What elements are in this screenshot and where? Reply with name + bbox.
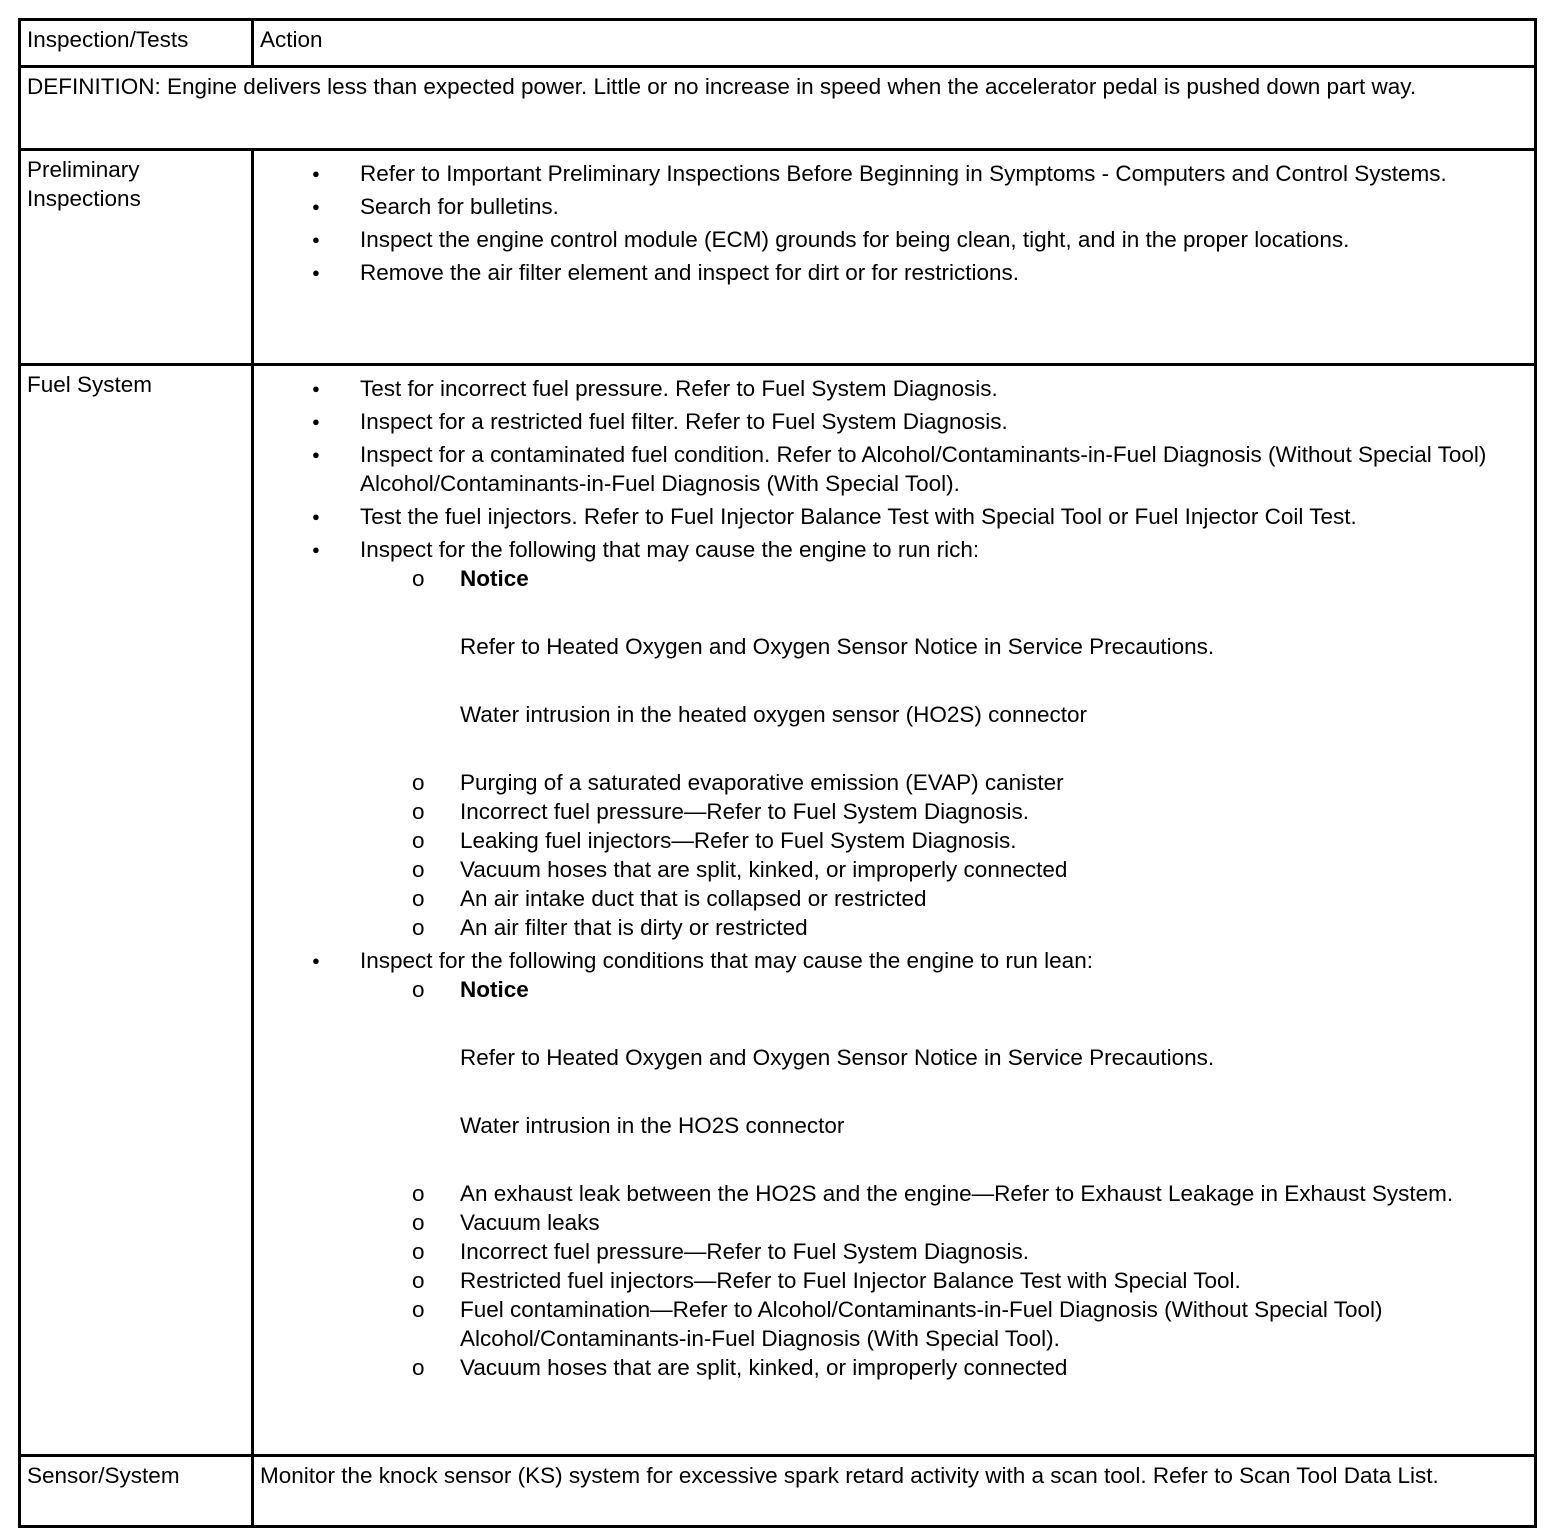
notice-item-text: Water intrusion in the heated oxygen sensor (HO2S) connector xyxy=(460,702,1087,727)
sub-list-item: o Incorrect fuel pressure—Refer to Fuel System Diagnosis. xyxy=(412,1239,1029,1264)
list-item: ● Inspect for a contaminated fuel condition. Refer to Alcohol/Contaminants-in-Fuel Diagnosis (Without Special Tool) Alcohol/Contaminants-in-Fuel Diagnosis (With Special Tool). xyxy=(312,442,1487,496)
list-item: ● Test the fuel injectors. Refer to Fuel Injector Balance Test with Special Tool or Fuel Injector Coil Test. xyxy=(312,504,1357,529)
sub-list-item: o Vacuum hoses that are split, kinked, or improperly connected xyxy=(412,1355,1068,1380)
notice-title: Notice xyxy=(460,566,529,591)
circle-bullet-icon: o xyxy=(412,886,425,911)
bullet-icon: ● xyxy=(312,232,320,247)
circle-bullet-icon: o xyxy=(412,977,425,1002)
preliminary-actions xyxy=(253,150,1536,365)
bullet-icon: ● xyxy=(312,199,320,214)
bullet-icon: ● xyxy=(312,447,320,462)
circle-bullet-icon: o xyxy=(412,1210,425,1235)
list-item-lean: ● Inspect for the following conditions that may cause the engine to run lean: o Notice Refer to Heated Oxygen and Oxygen Sensor Notice in Service Precautions. Water intrusion in the HO2S connector o An exhaust leak between the HO2S and the engine—Refer to Exhaust Leakage in Exhaust System. o Vacuum leaks o Incorrect fuel pressure—Refer to Fuel System Diagnosis. o Restricted fuel injectors—Refer to Fuel Injector Balance Test with Special Tool. o Fuel contamination—Refer to Alcohol/Contaminants-in-Fuel Diagnosis (Without Special Tool) Alcohol/Contaminants-in-Fuel Diagnosis (With Special Tool). o Vacuum hoses that are split, kinked, or improperly connected xyxy=(260,946,1528,1382)
circle-bullet-icon: o xyxy=(412,915,425,940)
bullet-icon: ● xyxy=(312,953,320,968)
sub-list-item: o Vacuum hoses that are split, kinked, or improperly connected xyxy=(412,857,1068,882)
sensor-system-text: Monitor the knock sensor (KS) system for excessive spark retard activity with a scan tool. Refer to Scan Tool Data List. xyxy=(253,1456,1536,1527)
sensor-system-label: Sensor/System xyxy=(20,1456,253,1527)
bullet-icon: ● xyxy=(312,381,320,396)
sub-list-item: o Purging of a saturated evaporative emission (EVAP) canister xyxy=(412,770,1064,795)
sub-list-item: o Incorrect fuel pressure—Refer to Fuel System Diagnosis. xyxy=(412,799,1029,824)
diagnostic-table xyxy=(18,18,1537,1528)
sub-list-item: o Leaking fuel injectors—Refer to Fuel System Diagnosis. xyxy=(412,828,1017,853)
list-item: ● Test for incorrect fuel pressure. Refer to Fuel System Diagnosis. xyxy=(312,376,998,401)
sub-list-item: o An air intake duct that is collapsed or restricted xyxy=(412,886,927,911)
bullet-icon: ● xyxy=(312,265,320,280)
circle-bullet-icon: o xyxy=(412,1239,425,1264)
circle-bullet-icon: o xyxy=(412,1181,425,1206)
notice-title: Notice xyxy=(460,977,529,1002)
sub-list-item: o Vacuum leaks xyxy=(412,1210,600,1235)
fuel-list xyxy=(260,374,1528,1382)
bullet-icon: ● xyxy=(312,166,320,181)
preliminary-label: Preliminary Inspections xyxy=(20,150,253,365)
header-inspection-tests: Inspection/Tests xyxy=(20,20,253,67)
notice-item xyxy=(260,564,1528,729)
rich-sublist xyxy=(260,564,1528,942)
circle-bullet-icon: o xyxy=(412,770,425,795)
circle-bullet-icon: o xyxy=(412,1297,425,1322)
circle-bullet-icon: o xyxy=(412,799,425,824)
list-item: ● Refer to Important Preliminary Inspections Before Beginning in Symptoms - Computers and Control Systems. xyxy=(312,161,1447,186)
header-action: Action xyxy=(253,20,1536,67)
header-row xyxy=(20,20,1536,67)
list-item-rich: ● Inspect for the following that may cause the engine to run rich: o Notice Refer to Heated Oxygen and Oxygen Sensor Notice in Service Precautions. Water intrusion in the heated oxygen sensor (HO2S) connector o Purging of a saturated evaporative emission (EVAP) canister o Incorrect fuel pressure—Refer to Fuel System Diagnosis. o Leaking fuel injectors—Refer to Fuel System Diagnosis. o Vacuum hoses that are split, kinked, or improperly connected o An air intake duct that is collapsed or restricted o An air filter that is dirty or restricted xyxy=(260,535,1528,942)
list-item: ● Search for bulletins. xyxy=(312,194,559,219)
circle-bullet-icon: o xyxy=(412,857,425,882)
sub-list-item: o Restricted fuel injectors—Refer to Fuel Injector Balance Test with Special Tool. xyxy=(412,1268,1241,1293)
preliminary-list xyxy=(260,159,1528,287)
sub-list-item: o An air filter that is dirty or restricted xyxy=(412,915,808,940)
bullet-icon: ● xyxy=(312,542,320,557)
notice-item xyxy=(260,975,1528,1140)
sensor-system-row xyxy=(20,1456,1536,1527)
sub-list-item: o Fuel contamination—Refer to Alcohol/Contaminants-in-Fuel Diagnosis (Without Special Tool) Alcohol/Contaminants-in-Fuel Diagnosis (With Special Tool). xyxy=(412,1297,1383,1351)
definition-row xyxy=(20,67,1536,150)
fuel-system-row xyxy=(20,365,1536,1456)
circle-bullet-icon: o xyxy=(412,1268,425,1293)
list-item: ● Inspect the engine control module (ECM) grounds for being clean, tight, and in the proper locations. xyxy=(312,227,1350,252)
circle-bullet-icon: o xyxy=(412,566,425,591)
circle-bullet-icon: o xyxy=(412,828,425,853)
definition-text: DEFINITION: Engine delivers less than expected power. Little or no increase in speed when the accelerator pedal is pushed down part way. xyxy=(20,67,1536,150)
preliminary-row xyxy=(20,150,1536,365)
list-item: ● Remove the air filter element and inspect for dirt or for restrictions. xyxy=(312,260,1020,285)
notice-text: Refer to Heated Oxygen and Oxygen Sensor Notice in Service Precautions. xyxy=(460,634,1215,659)
list-item: ● Inspect for a restricted fuel filter. Refer to Fuel System Diagnosis. xyxy=(312,409,1008,434)
circle-bullet-icon: o xyxy=(412,1355,425,1380)
sub-list-item: o An exhaust leak between the HO2S and the engine—Refer to Exhaust Leakage in Exhaust System. xyxy=(412,1181,1454,1206)
notice-item-text: Water intrusion in the HO2S connector xyxy=(460,1113,845,1138)
notice-text: Refer to Heated Oxygen and Oxygen Sensor Notice in Service Precautions. xyxy=(460,1045,1215,1070)
lean-sublist xyxy=(260,975,1528,1382)
fuel-system-label: Fuel System xyxy=(20,365,253,1456)
bullet-icon: ● xyxy=(312,509,320,524)
fuel-system-actions xyxy=(253,365,1536,1456)
bullet-icon: ● xyxy=(312,414,320,429)
